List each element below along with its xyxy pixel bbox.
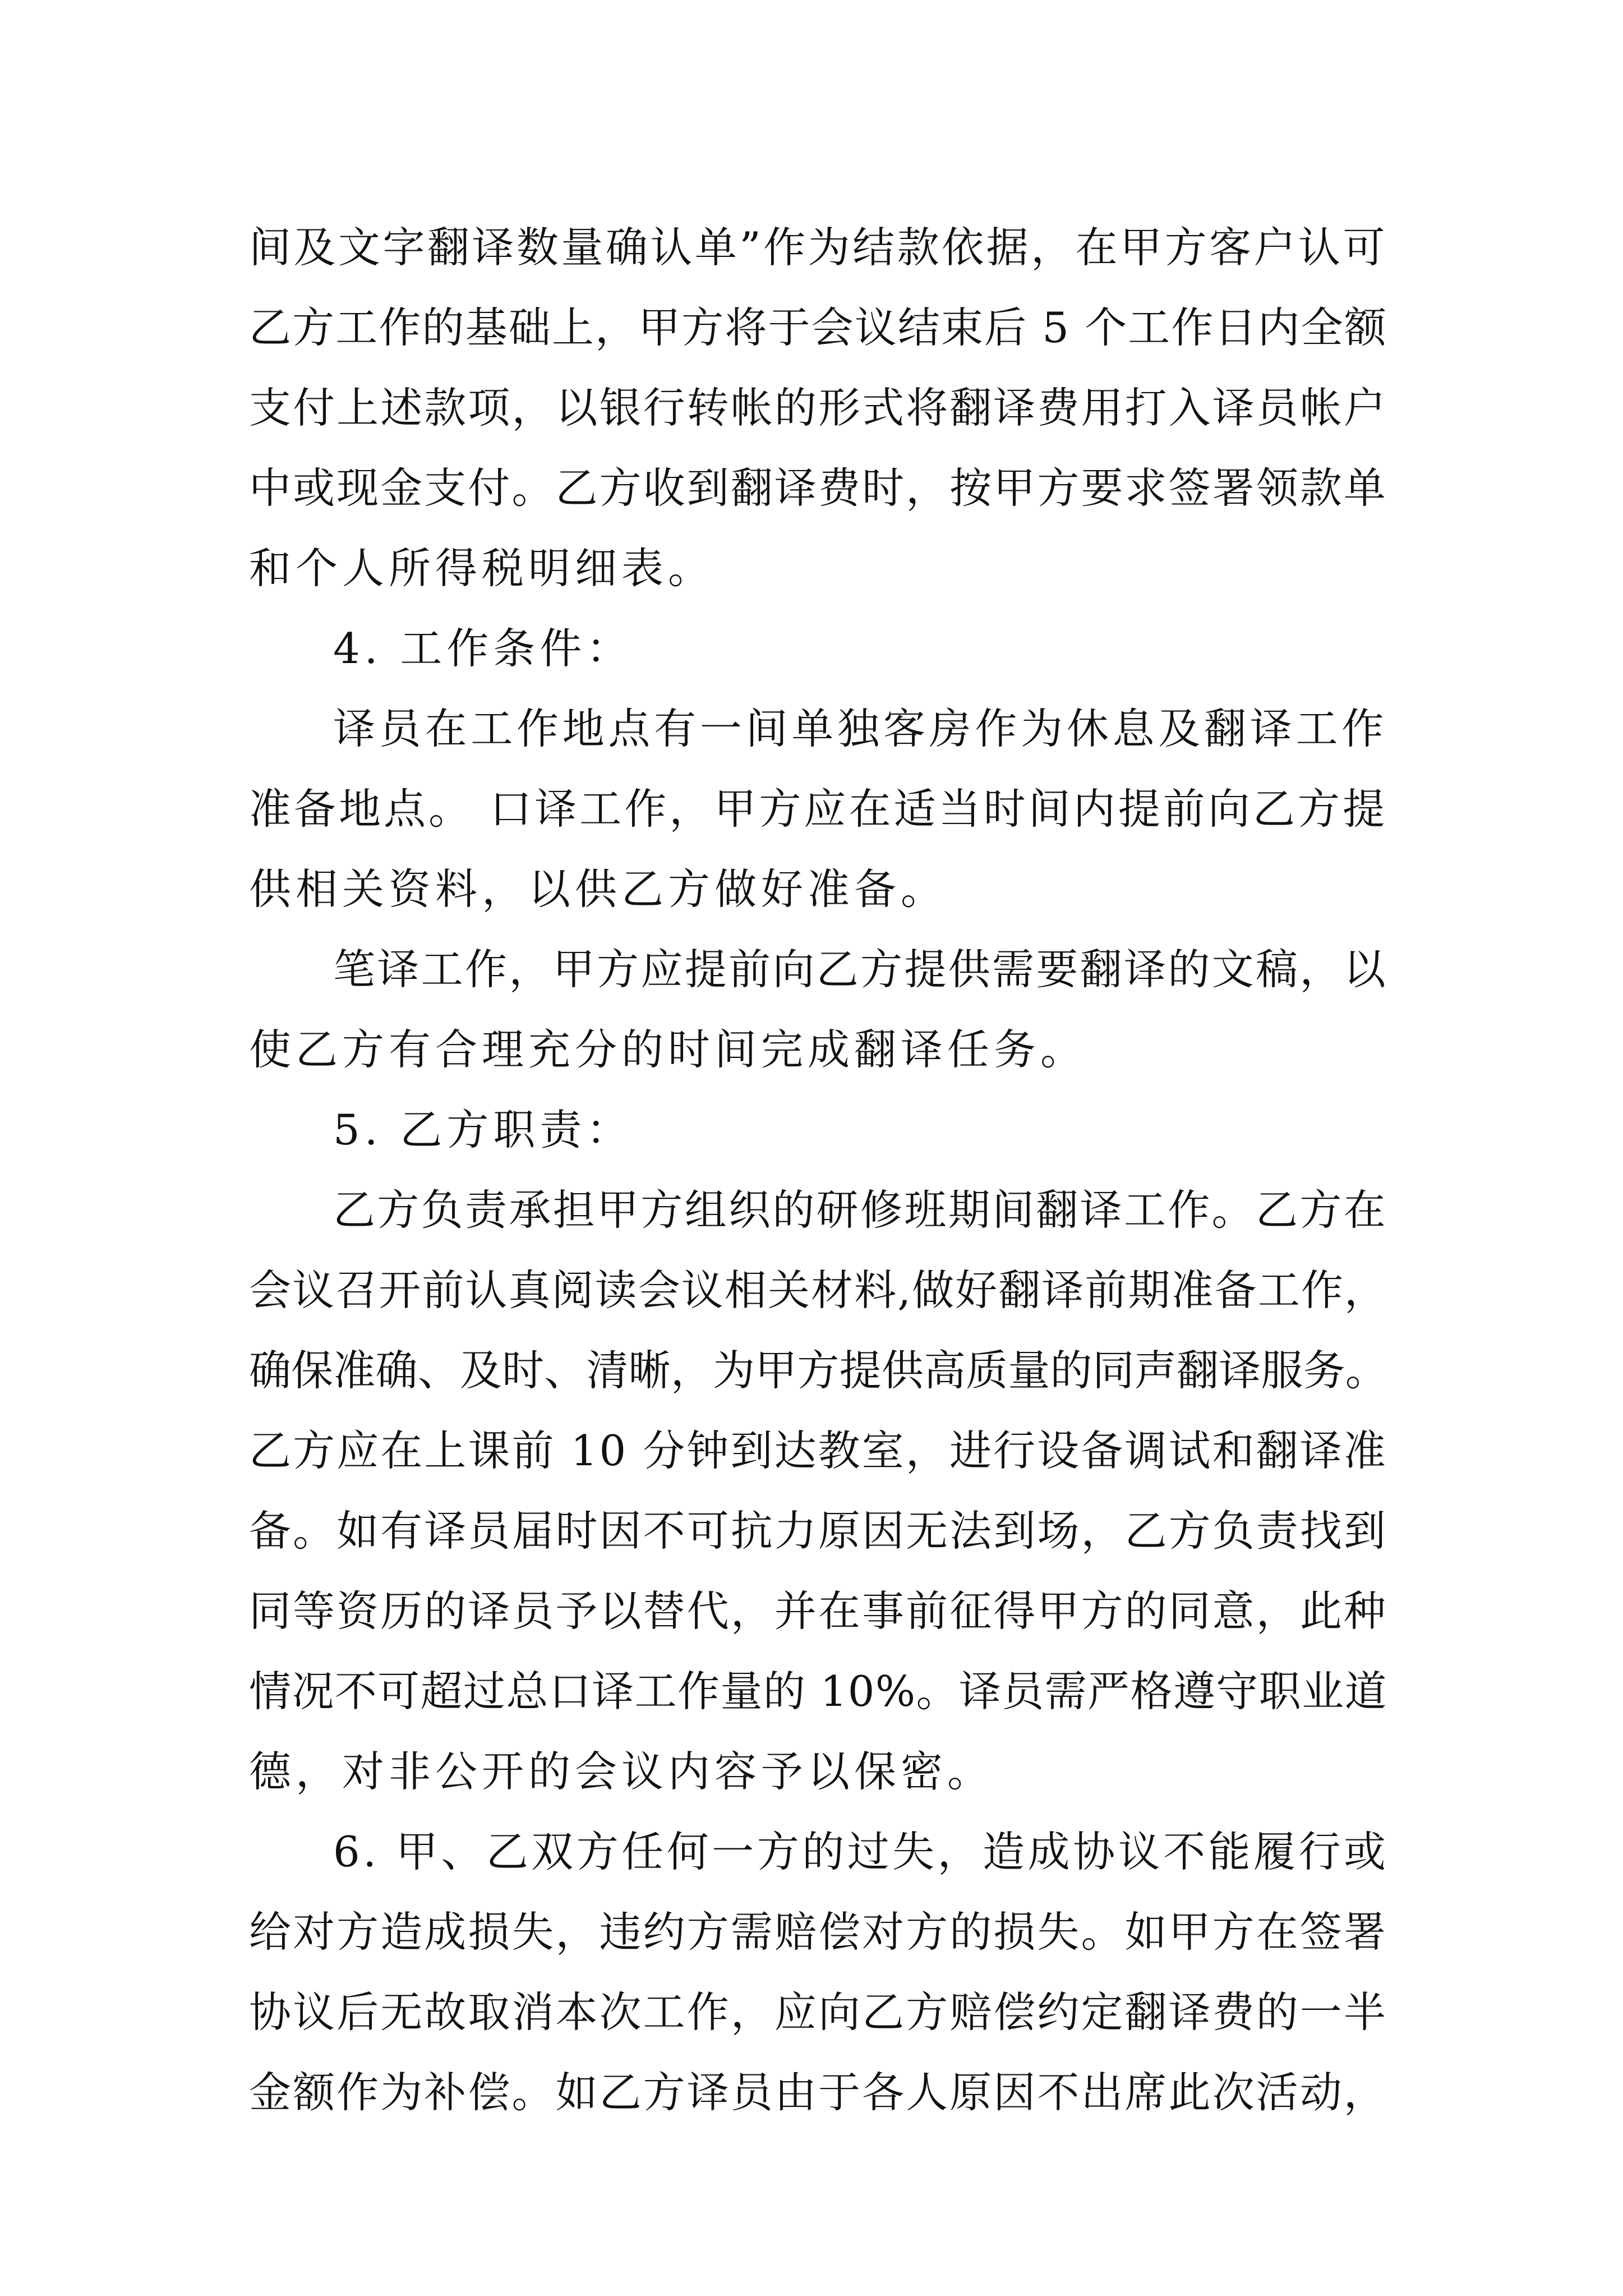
text-line: 和个人所得税明细表。 <box>249 544 715 593</box>
text-line: 6. 甲、乙双方任何一方的过失，造成协议不能履行或 <box>333 1827 1389 1876</box>
text-line: 笔译工作，甲方应提前向乙方提供需要翻译的文稿，以 <box>333 945 1387 994</box>
text-line: 中或现金支付。乙方收到翻译费时，按甲方要求签署领款单 <box>249 463 1387 513</box>
text-line: 乙方工作的基础上，甲方将于会议结束后 5 个工作日内全额 <box>249 303 1387 352</box>
text-line: 译员在工作地点有一间单独客房作为休息及翻译工作 <box>333 704 1387 753</box>
text-line: 同等资历的译员予以替代，并在事前征得甲方的同意，此种 <box>249 1586 1387 1636</box>
text-line: 准备地点。 口译工作，甲方应在适当时间内提前向乙方提 <box>249 784 1387 834</box>
text-line: 给对方造成损失，违约方需赔偿对方的损失。如甲方在签署 <box>249 1907 1387 1957</box>
text-line: 使乙方有合理充分的时间完成翻译任务。 <box>249 1025 1087 1074</box>
text-line: 乙方负责承担甲方组织的研修班期间翻译工作。乙方在 <box>333 1185 1387 1235</box>
text-line: 备。如有译员届时因不可抗力原因无法到场，乙方负责找到 <box>249 1506 1387 1556</box>
text-line: 乙方应在上课前 10 分钟到达教室，进行设备调试和翻译准 <box>249 1426 1387 1475</box>
text-line: 金额作为补偿。如乙方译员由于各人原因不出席此次活动， <box>249 2068 1387 2117</box>
text-line: 支付上述款项，以银行转帐的形式将翻译费用打入译员帐户 <box>249 383 1387 432</box>
document-body <box>249 208 1387 2133</box>
section-heading: 5. 乙方职责： <box>333 1105 633 1154</box>
section-heading: 4. 工作条件： <box>333 624 633 673</box>
text-line: 会议召开前认真阅读会议相关材料,做好翻译前期准备工作， <box>249 1266 1387 1315</box>
text-line: 协议后无故取消本次工作，应向乙方赔偿约定翻译费的一半 <box>249 1987 1387 2037</box>
text-line: 确保准确、及时、清晰，为甲方提供高质量的同声翻译服务。 <box>249 1346 1387 1395</box>
text-line: 情况不可超过总口译工作量的 10%。译员需严格遵守职业道 <box>249 1667 1387 1716</box>
text-line: 间及文字翻译数量确认单”作为结款依据，在甲方客户认可 <box>249 223 1387 272</box>
text-line: 供相关资料，以供乙方做好准备。 <box>249 864 948 914</box>
text-line: 德，对非公开的会议内容予以保密。 <box>249 1747 994 1796</box>
